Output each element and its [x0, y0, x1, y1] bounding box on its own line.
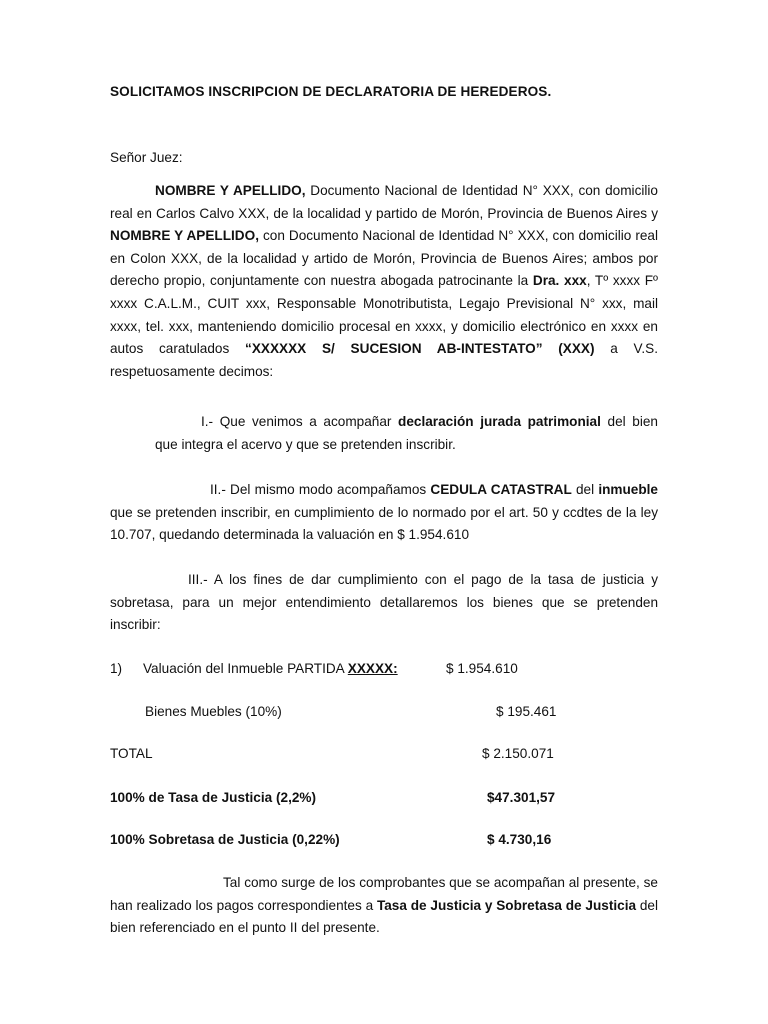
tasa-label: 100% de Tasa de Justicia (2,2%): [110, 790, 317, 805]
paragraph-intro: [110, 180, 658, 383]
closing-text-1: Tal como surge de los comprobantes que se acompañan al presente, se han realizado los pagos correspondientes a: [110, 875, 658, 913]
point-3-text: III.- A los fines de dar cumplimiento con el pago de la tasa de justicia y sobretasa, para un mejor entendimiento detallaremos los bienes que se pretenden inscribir:: [110, 572, 658, 633]
muebles-label: Bienes Muebles (10%): [145, 704, 282, 719]
sobretasa-value: $ 4.730,16: [487, 832, 552, 847]
point-2-text-3: que se pretenden inscribir, en cumplimiento de lo normado por el art. 50 y ccdtes de la ley 10.707, quedando determinada la valuación en $ 1.954.610: [110, 504, 658, 543]
intro-text-2: con Documento Nacional de Identidad N° XXX, con domicilio real en Colon XXX, de la localidad y artido de Morón, Provincia de Buenos Aires; ambos por derecho propio, conjuntamente con nuestra abogada patrocinante la: [110, 228, 658, 289]
point-1-bold: declaración jurada patrimonial: [398, 414, 601, 429]
closing-text-2: del bien referenciado en el punto II del presente.: [110, 897, 658, 936]
paragraph-point-1: [155, 411, 658, 456]
intro-text-3: , Tº xxxx Fº xxxx C.A.L.M., CUIT xxx, Responsable Monotributista, Legajo Previsional N° xxx, mail xxxx, tel. xxx, manteniendo domicilio procesal en xxxx, y domicilio electrónico en xxxx en autos caratulados: [110, 273, 658, 357]
partida-value: XXXXX:: [347, 661, 398, 676]
point-2-text-2: del: [571, 482, 599, 497]
point-2-bold-2: inmueble: [598, 482, 658, 497]
valuacion-label-text: Valuación del Inmueble PARTIDA: [143, 661, 348, 676]
name-1: NOMBRE Y APELLIDO,: [155, 183, 306, 198]
lawyer-name: Dra. xxx: [532, 273, 587, 289]
tasa-value: $47.301,57: [487, 790, 556, 805]
point-1-text-2: del bien que integra el acervo y que se pretenden inscribir.: [155, 414, 658, 452]
closing-bold: Tasa de Justicia y Sobretasa de Justicia: [376, 897, 637, 913]
name-2: NOMBRE Y APELLIDO,: [110, 228, 259, 244]
greeting: Señor Juez:: [110, 150, 183, 165]
paragraph-point-2: [110, 479, 658, 547]
paragraph-point-3: [110, 569, 658, 637]
point-1-text-1: I.- Que venimos a acompañar: [201, 414, 399, 429]
document-title: SOLICITAMOS INSCRIPCION DE DECLARATORIA DE HEREDEROS.: [110, 84, 552, 99]
intro-text-1: Documento Nacional de Identidad N° XXX, con domicilio real en Carlos Calvo XXX, de la localidad y partido de Morón, Provincia de Buenos Aires y: [110, 183, 658, 221]
muebles-value: $ 195.461: [496, 704, 557, 719]
item-number: 1): [110, 661, 123, 676]
point-2-text-1: II.- Del mismo modo acompañamos: [210, 482, 431, 497]
total-label: TOTAL: [110, 746, 153, 761]
total-value: $ 2.150.071: [482, 746, 554, 761]
sobretasa-label: 100% Sobretasa de Justicia (0,22%): [110, 832, 340, 847]
valuacion-label: [143, 661, 398, 676]
paragraph-closing: [110, 872, 658, 940]
case-caption: “XXXXXX S/ SUCESION AB-INTESTATO” (XXX): [245, 341, 595, 357]
valuacion-value: $ 1.954.610: [446, 661, 518, 676]
intro-text-4: a V.S. respetuosamente decimos:: [110, 341, 658, 379]
point-2-bold-1: CEDULA CATASTRAL: [430, 482, 572, 497]
